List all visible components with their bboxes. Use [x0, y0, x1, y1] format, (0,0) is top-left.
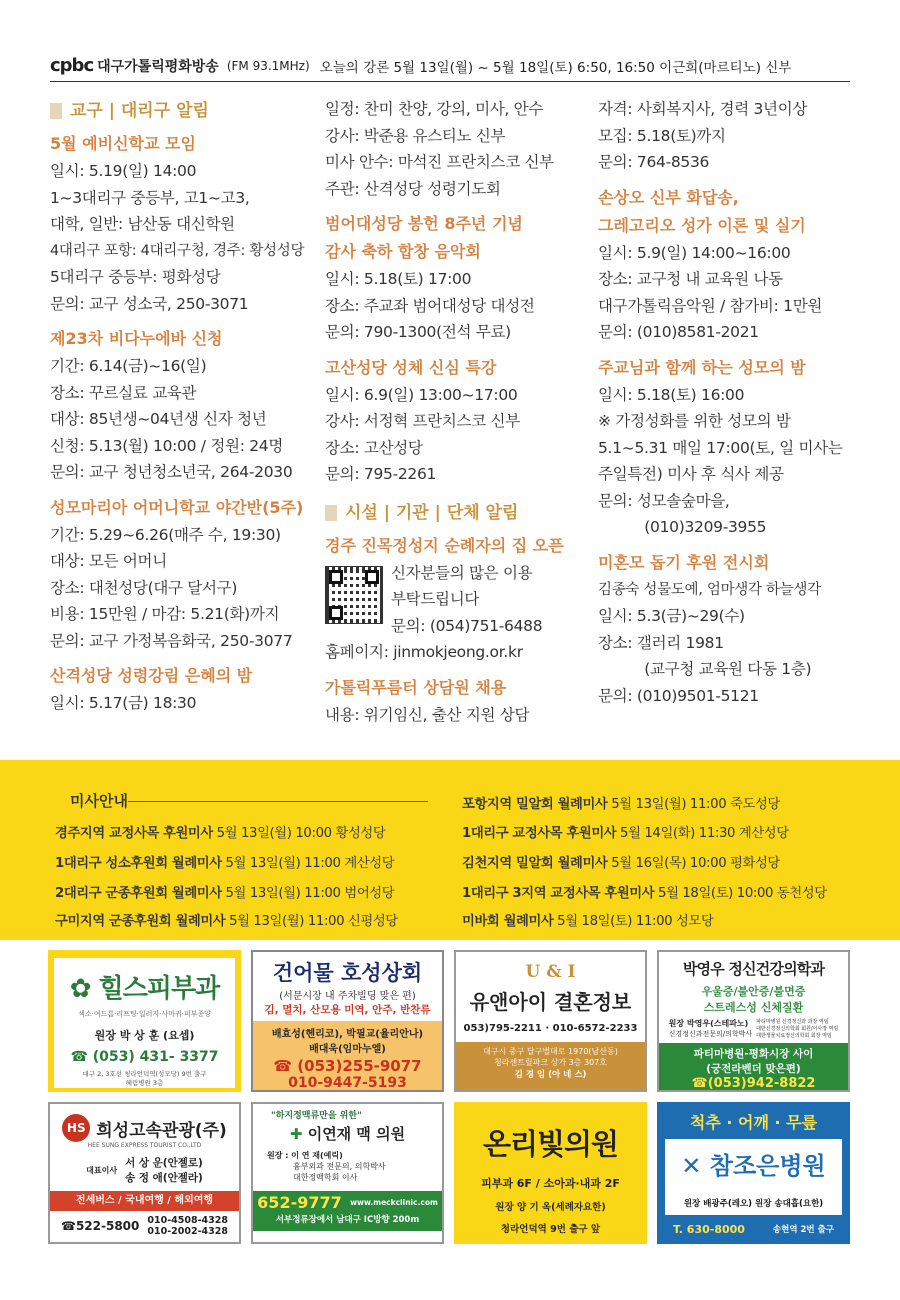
square-icon [325, 505, 337, 521]
notice-line: 1~3대리구 중등부, 고1~고3, [50, 188, 250, 207]
notice-line: 대상: 모든 어머니 [50, 552, 167, 570]
notice-line: ※ 가정성화를 위한 성모의 밤 [598, 412, 791, 430]
ad-onlybit-clinic[interactable] [454, 1102, 647, 1244]
clinic-name: ✿ 힐스피부과 [69, 974, 220, 1004]
hospital-specialties: 척추 · 어깨 · 무릎 [689, 1113, 818, 1132]
notice-line: 강사: 박준용 유스티노 신부 [325, 126, 506, 145]
notice-line: 신청: 5.13(월) 10:00 / 정원: 24명 [50, 436, 284, 455]
owner-name: 김 경 임 (아 네 스) [514, 1070, 587, 1080]
career-line: 대한생물치료정신의학회 회장 역임 [756, 1033, 832, 1039]
notice-title: 성모마리아 어머니학교 야간반(5주) [50, 497, 304, 517]
notice-line: 모집: 5.18(토)까지 [598, 126, 726, 145]
location-line: 서부정류장에서 남대구 IC방향 200m [253, 1213, 442, 1229]
notice-line: 문의: 교구 청년청소년국, 264-2030 [50, 463, 293, 481]
mass-row: 김천지역 밀알회 월례미사 5월 16일(목) 10:00 평화성당 [462, 856, 780, 871]
uandi-logo: U & I [525, 962, 576, 982]
column-1 [50, 96, 312, 717]
notice-line: 4대리구 포항: 4대리구청, 경주: 황성성당 [50, 242, 305, 259]
phone-number: 652-9777 [257, 1193, 342, 1212]
location-line: (궁전라벤더 맞은편) [706, 1063, 801, 1075]
page-header [50, 50, 850, 82]
director-names: 원장 배광주(레오) 원장 송대흡(요한) [665, 1193, 842, 1215]
phone-number: ☎ (053) 431- 3377 [70, 1049, 219, 1065]
notice-line: (010)3209-3955 [598, 518, 767, 536]
ad-meck-clinic[interactable] [251, 1102, 444, 1244]
notice-title: 주교님과 함께 하는 성모의 밤 [598, 357, 806, 377]
mass-schedule-title: 미사안내 [70, 792, 128, 810]
station-frequency: (FM 93.1MHz) [226, 58, 310, 73]
notice-line: 문의: (010)8581-2021 [598, 323, 759, 341]
ceo-name: 서 상 운(안젤로) [125, 1157, 203, 1169]
notice-line: 비용: 15만원 / 마감: 5.21(화)까지 [50, 605, 280, 623]
divider [128, 801, 428, 802]
company-name: 유앤아이 결혼정보 [469, 990, 632, 1014]
clinic-specialty: 스트레스성 신체질환 [703, 1001, 804, 1014]
section-heading-facilities: 시설 | 기관 | 단체 알림 [325, 498, 587, 528]
mass-row: 경주지역 교정사목 후원미사 5월 13일(월) 10:00 황성성당 [55, 826, 386, 841]
mobile-number: 010-2002-4328 [147, 1226, 228, 1237]
notice-line: 문의: 교구 가정복음화국, 250-3077 [50, 631, 293, 650]
notice-line: 기간: 5.29~6.26(매주 수, 19:30) [50, 525, 281, 544]
notice-line: 일시: 5.19(일) 14:00 [50, 162, 197, 180]
notice-line: 대구가톨릭음악원 / 참가비: 1만원 [598, 296, 823, 315]
clinic-slogan: "하지정맥류만을 위한" [271, 1111, 362, 1121]
store-location-note: (서문시장 내 주차빌딩 맞은 편) [279, 991, 416, 1002]
notice-line: 부탁드립니다 [391, 590, 480, 608]
clinic-name: 박영우 정신건강의학과 [682, 960, 825, 978]
clinic-specialty: 우울증/불안증/불면증 [701, 985, 806, 998]
ad-heesung-tour[interactable] [48, 1102, 241, 1244]
notice-line: 문의: 성모솔숲마을, [598, 491, 730, 510]
notice-line: 강사: 서정혁 프란치스코 신부 [325, 412, 520, 430]
notice-title: 감사 축하 합창 음악회 [325, 242, 481, 261]
homepage-link[interactable]: 홈페이지: jinmokjeong.or.kr [325, 643, 523, 661]
location-line: 송현역 2번 출구 [772, 1225, 835, 1235]
career-line: 대한신경정신의학회 회원/이사장 역임 [756, 1026, 839, 1032]
director-credential: 대한정맥학회 이사 [293, 1173, 358, 1182]
store-goods: 김, 멸치, 산모용 미역, 안주, 반찬류 [264, 1004, 431, 1016]
location-line: 청라언덕역 9번 출구 앞 [500, 1224, 601, 1235]
cpbc-logo: cpbc [50, 55, 94, 76]
clinic-name: ✚ 이연재 맥 의원 [289, 1125, 406, 1143]
location-line: 파티마병원-평화시장 사이 [693, 1048, 814, 1060]
mass-row: 1대리구 교정사목 후원미사 5월 14일(화) 11:30 계산성당 [462, 826, 789, 841]
ad-u-and-i[interactable] [454, 950, 647, 1092]
notice-line: 기간: 6.14(금)~16(일) [50, 357, 207, 375]
notice-title: 산격성당 성령강림 은혜의 밤 [50, 666, 253, 685]
notice-line: 문의: 교구 성소국, 250-3071 [50, 294, 249, 313]
address-line: 혜림병원 3층 [125, 1079, 164, 1087]
notice-title: 경주 진목정성지 순례자의 집 오픈 [325, 535, 564, 555]
section-heading-diocese: 교구 | 대리구 알림 [50, 96, 312, 126]
notice-line: 문의: 790-1300(전석 무료) [325, 323, 511, 341]
ceo-name: 송 정 애(안젤라) [125, 1172, 203, 1184]
notice-title: 고산성당 성체 신심 특강 [325, 357, 497, 377]
ad-hills-dermatology[interactable] [48, 950, 241, 1092]
ad-hoseong-store[interactable] [251, 950, 444, 1092]
clinic-services: 색소·여드름·리프팅·일러지·사마귀·피부종양 [78, 1010, 211, 1018]
notice-line: 문의: 764-8536 [598, 153, 710, 171]
notice-line: 자격: 사회복지사, 경력 3년이상 [598, 100, 808, 118]
address-line: 대구 2, 3호선 청라언덕역(성모당) 9번 출구 [82, 1070, 207, 1078]
notice-line: 내용: 위기임신, 출산 지원 상담 [325, 705, 530, 724]
person-logo-icon: ✕ [681, 1152, 702, 1180]
notice-line: 대학, 일반: 남산동 대신학원 [50, 215, 235, 233]
notice-line: 일시: 5.17(금) 18:30 [50, 694, 197, 712]
hospital-name: ✕ 참조은병원 [665, 1139, 842, 1193]
notice-line: 장소: 교구청 내 교육원 나동 [598, 270, 783, 288]
notice-title: 5월 예비신학교 모임 [50, 134, 196, 153]
service-list: 전세버스 / 국내여행 / 해외여행 [50, 1191, 239, 1211]
phone-number: ☎522-5800 [61, 1219, 140, 1233]
notice-line: 일시: 6.9(일) 13:00~17:00 [325, 385, 518, 404]
notice-title: 손상오 신부 화답송, [598, 187, 739, 207]
notice-line: 신자분들의 많은 이용 [391, 563, 533, 582]
mass-row: 포항지역 밀알회 월례미사 5월 13일(월) 11:00 죽도성당 [462, 797, 780, 812]
homily-schedule: 오늘의 강론 5월 13일(월) ~ 5월 18일(토) 6:50, 16:50 이근희(마르티노) 신부 [319, 59, 792, 76]
company-english-name: HEE SUNG EXPRESS TOURIST CO.,LTD [87, 1142, 202, 1149]
notice-line: 일정: 찬미 찬양, 강의, 미사, 안수 [325, 100, 544, 118]
notice-line: 주일특전) 미사 후 식사 제공 [598, 465, 784, 483]
clinic-name: 온리빛의원 [482, 1127, 619, 1161]
phone-number: ☎ (053)255-9077 [273, 1057, 422, 1075]
notice-line: 5.1~5.31 매일 17:00(토, 일 미사는 [598, 438, 843, 457]
notice-line: 장소: 대천성당(대구 달서구) [50, 578, 238, 597]
ad-park-psychiatry[interactable] [657, 950, 850, 1092]
mass-row: 1대리구 3지역 교정사목 후원미사 5월 18일(토) 10:00 동천성당 [462, 886, 827, 901]
notice-line: 문의: (054)751-6488 [391, 616, 543, 635]
phone-number: 053)795-2211 · 010-6572-2233 [463, 1023, 638, 1034]
owner-names: 배효성(헨리코), 박필교(율리안나) [271, 1029, 424, 1040]
website-link[interactable]: www.meckclinic.com [350, 1198, 438, 1207]
director-credential: 신경정신과전문의/의학박사 [668, 1030, 753, 1038]
notice-line: 일시: 5.18(토) 16:00 [598, 385, 745, 404]
qr-code-icon[interactable] [325, 566, 383, 624]
square-icon [50, 103, 62, 119]
role-label: 대표이사 [86, 1165, 118, 1175]
notice-line: 김종숙 성물도예, 엄마생각 하늘생각 [598, 581, 821, 598]
mass-row: 미바회 월례미사 5월 18일(토) 11:00 성모당 [462, 914, 714, 929]
station-name: 대구가톨릭평화방송 [97, 58, 219, 75]
hs-logo-icon: HS [62, 1114, 90, 1142]
director-name: 원장 박영우(스테파노) [668, 1019, 749, 1028]
ad-chamjoeun-hospital[interactable] [657, 1102, 850, 1244]
company-name: 희성고속관광(주) [96, 1120, 227, 1141]
notice-line: 장소: 갤러리 1981 [598, 633, 724, 652]
notice-line: 장소: 꾸르실료 교육관 [50, 383, 197, 402]
mass-row: 구미지역 군종후원회 월례미사 5월 13일(월) 11:00 신평성당 [55, 914, 398, 929]
qr-block [325, 560, 587, 640]
mass-row: 2대리구 군종후원회 월례미사 5월 13일(월) 11:00 범어성당 [55, 886, 395, 901]
notice-title: 미혼모 돕기 후원 전시회 [598, 552, 770, 572]
mass-row: 1대리구 성소후원회 월례미사 5월 13일(월) 11:00 계산성당 [55, 856, 395, 871]
notice-line: 주관: 산격성당 성령기도회 [325, 179, 501, 198]
address-line: 청라센트릴파크 상가 3층 307호 [494, 1058, 607, 1067]
address-line: 대구시 중구 달구벌대로 1970(남산동) [483, 1047, 618, 1056]
notice-title: 그레고리오 성가 이론 및 실기 [598, 215, 806, 235]
director-credential: 흉부외과 전문의, 의학박사 [293, 1162, 386, 1171]
mass-schedule-panel [0, 760, 900, 940]
notice-line: 문의: (010)9501-5121 [598, 686, 759, 705]
cross-icon: ✚ [289, 1125, 303, 1143]
mobile-number: 010-9447-5193 [288, 1075, 407, 1091]
advertisement-grid [48, 950, 852, 1250]
notice-line: 장소: 고산성당 [325, 438, 423, 457]
notice-line: 일시: 5.18(토) 17:00 [325, 270, 472, 288]
notice-line: 5대리구 중등부: 평화성당 [50, 268, 221, 286]
phone-number: ☎(053)942-8822 [691, 1076, 816, 1091]
phone-number: T. 630-8000 [672, 1223, 745, 1236]
column-2 [325, 96, 587, 728]
director-name: 원장 양 기 옥(세례자요한) [495, 1202, 606, 1213]
notice-line: 문의: 795-2261 [325, 465, 437, 483]
column-3 [598, 96, 860, 709]
mobile-number: 010-4508-4328 [147, 1215, 228, 1226]
notice-title: 범어대성당 봉헌 8주년 기념 [325, 214, 523, 233]
director-name: 원장 박 상 훈 (요셉) [94, 1029, 195, 1042]
notice-line: 일시: 5.9(일) 14:00~16:00 [598, 243, 791, 262]
leaf-logo-icon: ✿ [69, 974, 91, 1004]
notice-title: 가톨릭푸름터 상담원 채용 [325, 677, 507, 697]
owner-names: 배대욱(임마누엘) [309, 1044, 386, 1055]
career-line: 파티마병원 신경정신과 과장 역임 [756, 1019, 829, 1025]
notice-line: 대상: 85년생~04년생 신자 청년 [50, 410, 267, 428]
notice-line: 미사 안수: 마석진 프란치스코 신부 [325, 153, 554, 171]
notice-line: 장소: 주교좌 범어대성당 대성전 [325, 296, 535, 315]
notice-line: (교구청 교육원 다동 1층) [598, 660, 812, 678]
notice-line: 일시: 5.3(금)~29(수) [598, 607, 745, 625]
director-name: 원장 : 이 연 재(예릭) [267, 1151, 343, 1160]
notice-title: 제23차 비다누에바 신청 [50, 329, 223, 348]
clinic-departments: 피부과 6F / 소아과·내과 2F [481, 1177, 620, 1190]
store-name: 건어물 호성상회 [272, 961, 423, 985]
